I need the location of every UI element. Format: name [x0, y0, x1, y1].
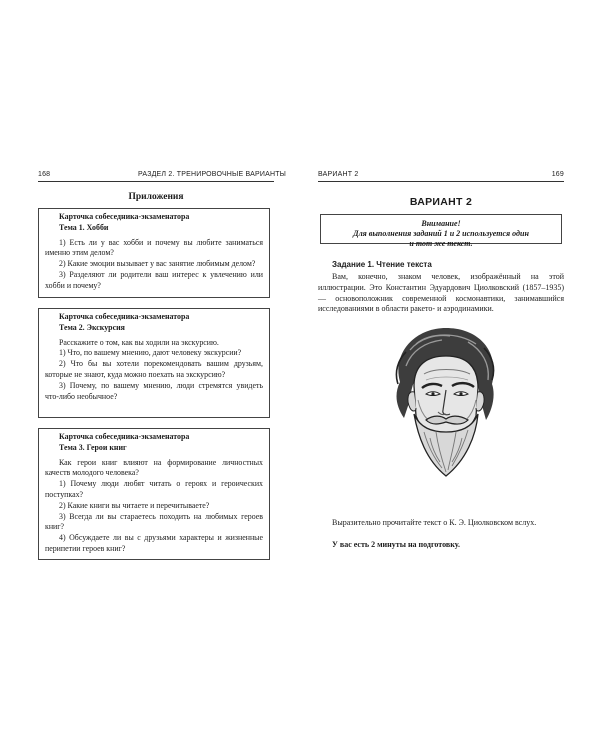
- card-question: 3) Почему, по вашему мнению, люди стремятся увидеть что-либо необычное?: [45, 380, 263, 401]
- page-number-right: 169: [551, 171, 564, 178]
- card-topic: Тема 3. Герои книг: [59, 442, 127, 452]
- card-question: 4) Обсуждаете ли вы с друзьями характеры и жизненные перипетии героев книг?: [45, 533, 263, 553]
- right-page-header: [318, 168, 564, 182]
- examiner-card-excursion: [38, 308, 270, 418]
- intro-paragraph: Вам, конечно, знаком человек, изображённый на этой иллюстрации. Это Константин Эдуардович Циолковский (1857–1935) — основоположник современной космонавтики, занимавшийся исследованиями в области ракето- и аэродинамики.: [318, 272, 564, 314]
- card-question: 3) Разделяют ли родители ваш интерес к увлечению или хобби и почему?: [45, 269, 263, 290]
- card-text: Расскажите о том, как вы ходили на экскурсию.: [59, 337, 219, 347]
- card-heading: Карточка собеседника-экзаменатора: [59, 312, 190, 321]
- examiner-card-hobby: [38, 208, 270, 298]
- preparation-time: У вас есть 2 минуты на подготовку.: [332, 540, 460, 549]
- right-page: [318, 168, 564, 568]
- header-rule: [318, 181, 564, 182]
- appendix-title: Приложения: [128, 192, 184, 202]
- card-topic: Тема 1. Хобби: [59, 222, 109, 232]
- card-question: 2) Какие эмоции вызывает у вас занятие любимым делом?: [59, 259, 256, 269]
- card-question: 1) Почему люди любят читать о героях и героических поступках?: [45, 479, 263, 499]
- tsiolkovsky-portrait-illustration: [380, 320, 510, 480]
- left-page: [38, 168, 287, 568]
- header-rule: [38, 181, 274, 182]
- card-question: 1) Есть ли у вас хобби и почему вы любите заниматься именно этим делом?: [45, 237, 263, 258]
- page-number-left: 168: [38, 171, 51, 178]
- card-heading: Карточка собеседника-экзаменатора: [59, 432, 190, 441]
- task-title: Задание 1. Чтение текста: [332, 260, 432, 269]
- left-page-header: [38, 168, 287, 182]
- running-header-right: ВАРИАНТ 2: [318, 171, 359, 178]
- card-text: Как герои книг влияют на формирование личностных качеств молодого человека?: [45, 457, 263, 478]
- attention-box: [320, 214, 562, 248]
- attention-heading: Внимание!: [421, 219, 461, 228]
- attention-text: и тот же текст.: [409, 239, 473, 248]
- card-question: 2) Что бы вы хотели порекомендовать вашим друзьям, которые не знают, куда можно поехать на экскурсию?: [45, 359, 263, 379]
- card-question: 3) Всегда ли вы стараетесь походить на любимых героев книг?: [45, 511, 263, 532]
- variant-title: ВАРИАНТ 2: [409, 196, 473, 208]
- running-header-left: РАЗДЕЛ 2. ТРЕНИРОВОЧНЫЕ ВАРИАНТЫ: [138, 171, 287, 178]
- card-heading: Карточка собеседника-экзаменатора: [59, 212, 190, 221]
- attention-text: Для выполнения заданий 1 и 2 используется один: [353, 229, 529, 238]
- examiner-card-book-heroes: [38, 428, 270, 560]
- card-question: 2) Какие книги вы читаете и перечитываете?: [59, 500, 210, 510]
- card-question: 1) Что, по вашему мнению, дают человеку экскурсии?: [59, 348, 242, 358]
- reading-instruction: Выразительно прочитайте текст о К. Э. Циолковском вслух.: [332, 518, 537, 527]
- card-topic: Тема 2. Экскурсия: [59, 322, 125, 332]
